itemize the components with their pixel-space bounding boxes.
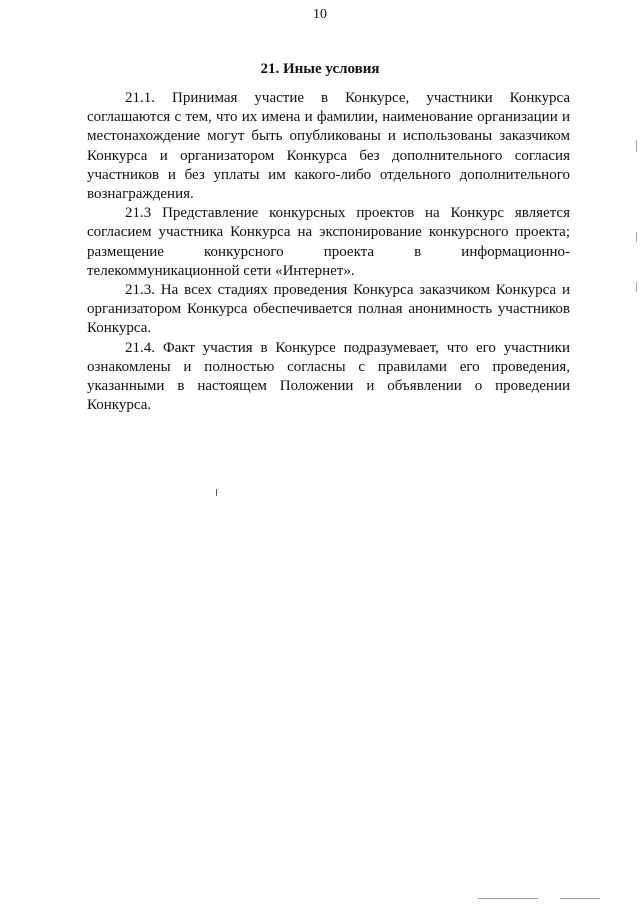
section-title: 21. Иные условия (260, 61, 380, 77)
scan-edge-mark (636, 232, 637, 242)
paragraph-21-1: 21.1. Принимая участие в Конкурсе, участники Конкурса соглашаются с тем, что их имена и фамилии, наименование организации и местонахождение могут быть опубликованы и использованы заказчиком Конкурса и организатором Конкурса без дополнительного согласия участников и без уплаты им какого-либо отдельного дополнительного вознаграждения. (87, 90, 570, 203)
scan-edge-mark (636, 140, 637, 152)
page-number: 10 (313, 7, 327, 22)
document-body (87, 89, 570, 415)
scan-edge-mark (636, 282, 637, 292)
paragraph-21-3-anonymity: 21.3. На всех стадиях проведения Конкурса заказчиком Конкурса и организатором Конкурса обеспечивается полная анонимность участников Конкурса. (87, 282, 570, 337)
scan-artifact-mark (216, 489, 217, 496)
scan-bottom-mark (478, 898, 538, 899)
paragraph-21-3: 21.3 Представление конкурсных проектов на Конкурс является согласием участника Конкурса на экспонирование конкурсного проекта; размещение конкурсного проекта в информационно-телекоммуникационной сети «Интернет». (87, 205, 570, 279)
scan-bottom-mark (560, 898, 600, 899)
paragraph-21-4: 21.4. Факт участия в Конкурсе подразумевает, что его участники ознакомлены и полностью согласны с правилами его проведения, указанными в настоящем Положении и объявлении о проведении Конкурса. (87, 339, 570, 414)
